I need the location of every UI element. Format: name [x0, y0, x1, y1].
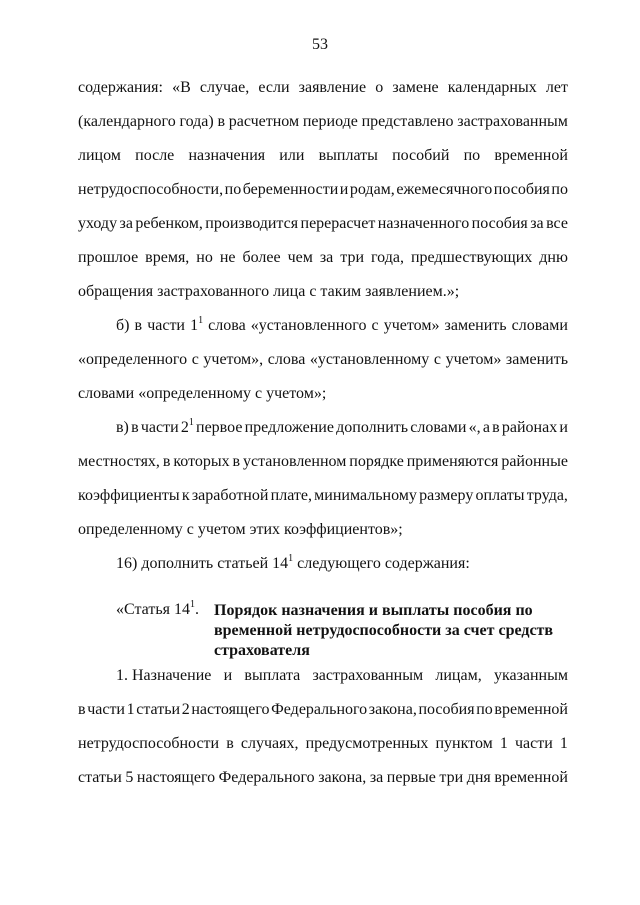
text-line: обращения застрахованного лица с таким заявлением.»; [78, 283, 460, 300]
text-line: нетрудоспособности в случаях, предусмотренных пунктом 1 части 1 [78, 735, 568, 752]
text-line: словами «определенному с учетом»; [78, 385, 327, 402]
text-line: лицом после назначения или выплаты пособий по временной [78, 147, 568, 164]
text-line: б) в части $1^1$ слова «установленного с учетом» заменить словами [116, 315, 568, 334]
article-title: Порядок назначения и выплаты пособия по временной нетрудоспособности за счет средств страхователя [214, 602, 554, 659]
text-line: нетрудоспособности, по беременности и родам, ежемесячного пособия по [78, 181, 568, 198]
text-line: 16) дополнить статьей $14^1$ следующего содержания: [116, 553, 470, 572]
text-line: определенному с учетом этих коэффициентов»; [78, 521, 403, 538]
article-body [78, 666, 568, 802]
text-line: содержания: «В случае, если заявление о замене календарных лет [78, 79, 568, 96]
text-line: уходу за ребенком, производится перерасчет назначенного пособия за все [78, 215, 568, 232]
text-line: 1. Назначение и выплата застрахованным лицам, указанным [116, 667, 568, 684]
text-line: коэффициенты к заработной плате, минимальному размеру оплаты труда, [78, 487, 568, 504]
text-line: (календарного года) в расчетном периоде представлено застрахованным [78, 113, 568, 130]
text-line: статьи 5 настоящего Федерального закона, за первые три дня временной [78, 769, 568, 786]
text-line: прошлое время, но не более чем за три года, предшествующих дню [78, 249, 568, 266]
article-label: «Статья $14^1$. [116, 599, 199, 618]
text-line: в) в части $2^1$ первое предложение дополнить словами «, а в районах и [116, 417, 568, 436]
text-line: в части 1 статьи 2 настоящего Федерального закона, пособия по временной [78, 701, 568, 718]
page-number: 53 [312, 36, 328, 53]
text-line: «определенного с учетом», слова «установленному с учетом» заменить [78, 351, 568, 368]
document-body [78, 78, 568, 588]
text-line: местностях, в которых в установленном порядке применяются районные [78, 453, 568, 470]
